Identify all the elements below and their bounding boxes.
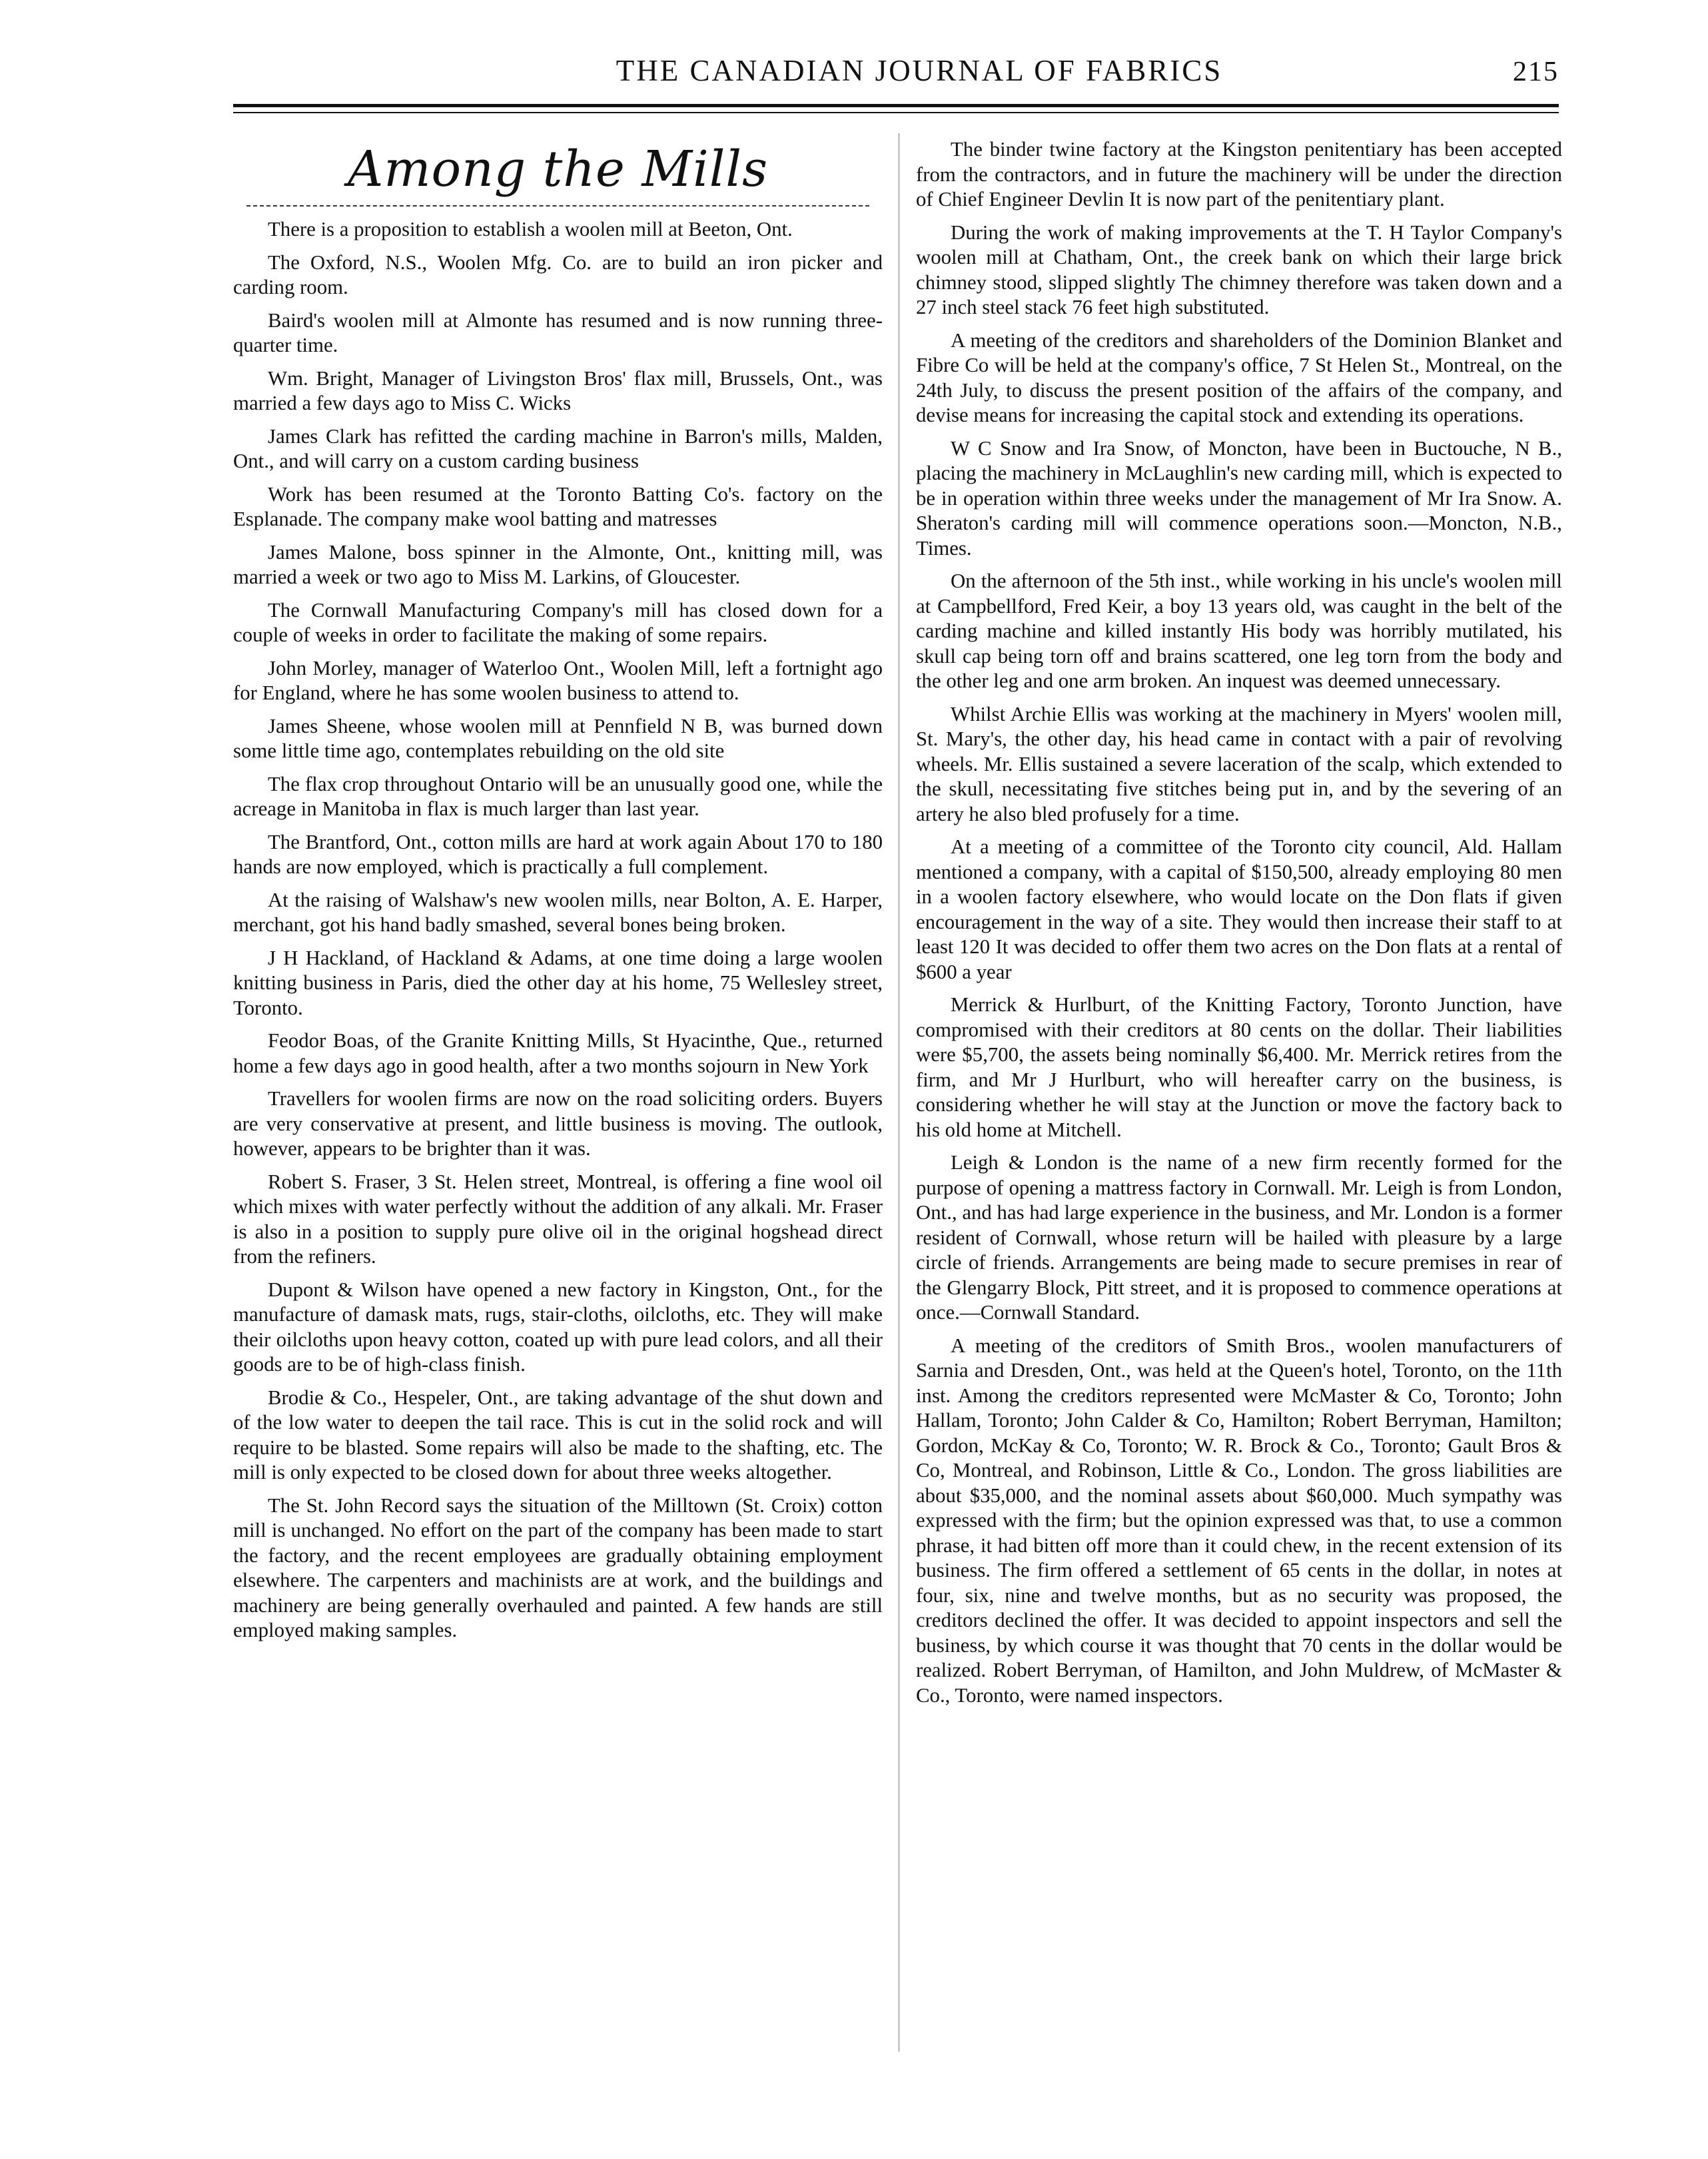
- news-item: Robert S. Fraser, 3 St. Helen street, Montreal, is offering a fine wool oil which mixes with water perfectly without the addition of any alkali. Mr. Fraser is also in a position to supply pure olive oil in the original hogshead direct from the refiners.: [233, 1170, 883, 1268]
- news-item: Wm. Bright, Manager of Livingston Bros' flax mill, Brussels, Ont., was married a few days ago to Miss C. Wicks: [233, 366, 883, 414]
- news-item: There is a proposition to establish a woolen mill at Beeton, Ont.: [268, 218, 793, 240]
- news-item: Baird's woolen mill at Almonte has resumed and is now running three-quarter time.: [233, 308, 883, 356]
- news-item: The Oxford, N.S., Woolen Mfg. Co. are to build an iron picker and carding room.: [233, 250, 883, 298]
- news-item: The flax crop throughout Ontario will be an unusually good one, while the acreage in Manitoba in flax is much larger than last year.: [233, 772, 883, 820]
- page-header: [233, 53, 1559, 100]
- news-item: Whilst Archie Ellis was working at the machinery in Myers' woolen mill, St. Mary's, the other day, his head came in contact with a pair of revolving wheels. Mr. Ellis sustained a severe laceration of the scalp, which extended to the skull, necessitating five stitches being put in, and by the severing of an artery he also bled profusely for a time.: [916, 702, 1562, 825]
- news-item: Brodie & Co., Hespeler, Ont., are taking advantage of the shut down and of the low water to deepen the tail race. This is cut in the solid rock and will require to be blasted. Some repairs will also be made to the shafting, etc. The mill is only expected to be closed down for about three weeks altogether.: [233, 1386, 883, 1484]
- news-item: The Brantford, Ont., cotton mills are hard at work again About 170 to 180 hands are now employed, which is practically a full complement.: [233, 830, 883, 878]
- news-item: Leigh & London is the name of a new firm recently formed for the purpose of opening a mattress factory in Cornwall. Mr. Leigh is from London, Ont., and has had large experience in the business, and Mr. London is a former resident of Cornwall, whose return will be hailed with pleasure by a large circle of friends. Arrangements are being made to secure premises in rear of the Glengarry Block, Pitt street, and it is proposed to commence operations at once.—Cornwall Standard.: [916, 1151, 1562, 1324]
- news-item: At the raising of Walshaw's new woolen mills, near Bolton, A. E. Harper, merchant, got his hand badly smashed, several bones being broken.: [233, 888, 883, 936]
- news-item: James Sheene, whose woolen mill at Pennfield N B, was burned down some little time ago, contemplates rebuilding on the old site: [233, 714, 883, 762]
- news-item: James Malone, boss spinner in the Almonte, Ont., knitting mill, was married a week or two ago to Miss M. Larkins, of Gloucester.: [233, 540, 883, 588]
- left-column: [233, 137, 883, 1651]
- header-rule-thick: [233, 104, 1559, 107]
- right-column: [916, 137, 1562, 1716]
- news-item: During the work of making improvements at the T. H Taylor Company's woolen mill at Chatham, Ont., the creek bank on which their large brick chimney stood, slipped slightly The chimney therefore was taken down and a 27 inch steel stack 76 feet high substituted.: [916, 220, 1562, 318]
- news-item: Work has been resumed at the Toronto Batting Co's. factory on the Esplanade. The company make wool batting and matresses: [233, 482, 883, 530]
- section-title: Among the Mills: [347, 141, 769, 198]
- news-item: J H Hackland, of Hackland & Adams, at one time doing a large woolen knitting business in Paris, died the other day at his home, 75 Wellesley street, Toronto.: [233, 946, 883, 1019]
- news-item: Dupont & Wilson have opened a new factory in Kingston, Ont., for the manufacture of damask mats, rugs, stair-cloths, oilcloths, etc. They will make their oilcloths upon heavy cotton, coated up with pure lead colors, and all their goods are to be of high-class finish.: [233, 1278, 883, 1376]
- news-item: The binder twine factory at the Kingston penitentiary has been accepted from the contractors, and in future the machinery will be under the direction of Chief Engineer Devlin It is now part of the penitentiary plant.: [916, 138, 1562, 211]
- page-number: 215: [1513, 57, 1559, 87]
- news-item: At a meeting of a committee of the Toronto city council, Ald. Hallam mentioned a company, with a capital of $150,500, already employing 80 men in a woolen factory elsewhere, who would locate on the Don flats if given encouragement in the way of a site. They would then increase their staff to at least 120 It was decided to offer them two acres on the Don flats at a rental of $600 a year: [916, 835, 1562, 983]
- news-item: A meeting of the creditors and shareholders of the Dominion Blanket and Fibre Co will be held at the company's office, 7 St Helen St., Montreal, on the 24th July, to discuss the present position of the affairs of the company, and devise means for increasing the capital stock and extending its operations.: [916, 328, 1562, 426]
- header-rule-thin: [233, 112, 1559, 113]
- news-item: Merrick & Hurlburt, of the Knitting Factory, Toronto Junction, have compromised with their creditors at 80 cents on the dollar. Their liabilities were $5,700, the assets being nominally $6,400. Mr. Merrick retires from the firm, and Mr J Hurlburt, who will hereafter carry on the business, is considering whether he will stay at the Junction or move the factory back to his old home at Mitchell.: [916, 993, 1562, 1141]
- section-title-rule: [246, 205, 869, 207]
- news-item: John Morley, manager of Waterloo Ont., Woolen Mill, left a fortnight ago for England, where he has some woolen business to attend to.: [233, 656, 883, 704]
- running-title: THE CANADIAN JOURNAL OF FABRICS: [616, 54, 1223, 87]
- news-item: On the afternoon of the 5th inst., while working in his uncle's woolen mill at Campbellford, Fred Keir, a boy 13 years old, was caught in the belt of the carding machine and killed instantly His body was horribly mutilated, his skull cap being torn off and brains scattered, one leg torn from the body and the other leg and one arm broken. An inquest was deemed unnecessary.: [916, 570, 1562, 692]
- news-item: The Cornwall Manufacturing Company's mill has closed down for a couple of weeks in order to facilitate the making of some repairs.: [233, 598, 883, 646]
- news-item: Travellers for woolen firms are now on the road soliciting orders. Buyers are very conservative at present, and little business is moving. The outlook, however, appears to be brighter than it was.: [233, 1087, 883, 1160]
- news-item: The St. John Record says the situation of the Milltown (St. Croix) cotton mill is unchanged. No effort on the part of the company has been made to start the factory, and the recent employees are gradually obtaining employment elsewhere. The carpenters and machinists are at work, and the buildings and machinery are being generally overhauled and painted. A few hands are still employed making samples.: [233, 1494, 883, 1641]
- news-item: W C Snow and Ira Snow, of Moncton, have been in Buctouche, N B., placing the machinery in McLaughlin's new carding mill, which is expected to be in operation within three weeks under the management of Mr Ira Snow. A. Sheraton's carding mill will commence operations soon.—Moncton, N.B., Times.: [916, 436, 1562, 560]
- news-item: James Clark has refitted the carding machine in Barron's mills, Malden, Ont., and will carry on a custom carding business: [233, 424, 883, 472]
- news-item: A meeting of the creditors of Smith Bros., woolen manufacturers of Sarnia and Dresden, Ont., was held at the Queen's hotel, Toronto, on the 11th inst. Among the creditors represented were McMaster & Co, Toronto; John Hallam, Toronto; John Calder & Co, Hamilton; Robert Berryman, Hamilton; Gordon, McKay & Co, Toronto; W. R. Brock & Co., Toronto; Gault Bros & Co, Montreal, and Robinson, Little & Co., London. The gross liabilities are about $35,000, and the nominal assets about $60,000. Much sympathy was expressed with the firm; but the opinion expressed was that, to use a common phrase, it had bitten off more than it could chew, in the recent extension of its business. The firm offered a settlement of 65 cents in the dollar, in notes at four, six, nine and twelve months, but as no security was proposed, the creditors declined the offer. It was decided to appoint inspectors and sell the business, by which course it was thought that 70 cents in the dollar would be realized. Robert Berryman, of Hamilton, and John Muldrew, of McMaster & Co., Toronto, were named inspectors.: [916, 1334, 1562, 1707]
- news-item: Feodor Boas, of the Granite Knitting Mills, St Hyacinthe, Que., returned home a few days ago in good health, after a two months sojourn in New York: [233, 1029, 883, 1077]
